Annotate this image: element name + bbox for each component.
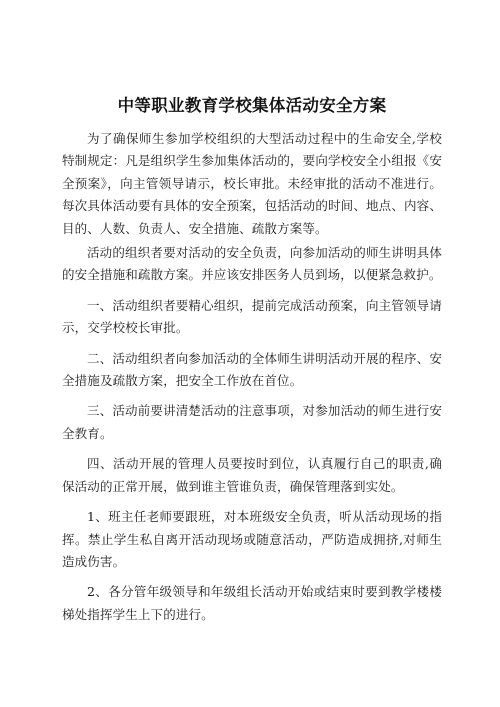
paragraph-item-1: 一、活动组织者要精心组织，提前完成活动预案，向主管领导请示，交学校校长审批。 [62,297,442,336]
paragraph-subitem-1: 1、班主任老师要跟班，对本班级安全负责，听从活动现场的指挥。禁止学生私自离开活动现场或随意活动，严防造成拥挤,对师生造成伤害。 [62,509,442,569]
paragraph-intro: 为了确保师生参加学校组织的大型活动过程中的生命安全,学校特制规定：凡是组织学生参加集体活动的，要向学校安全小组报《安全预案》，向主管领导请示，校长审批。未经审批的活动不准进行。每次具体活动要有具体的安全预案，包括活动的时间、地点、内容、目的、人数、负责人、安全措施、疏散方案等。 [62,131,442,236]
paragraph-item-4: 四、活动开展的管理人员要按时到位，认真履行自己的职责,确保活动的正常开展，做到谁主管谁负责，确保管理落到实处。 [62,456,442,494]
paragraph-organizer-responsibility: 活动的组织者要对活动的安全负责，向参加活动的师生讲明具体的安全措施和疏散方案。并应该安排医务人员到场，以便紧急救护。 [62,245,442,283]
document-title: 中等职业教育学校集体活动安全方案 [117,96,387,115]
paragraph-item-2: 二、活动组织者向参加活动的全体师生讲明活动开展的程序、安全措施及疏散方案，把安全工作放在首位。 [62,350,442,389]
paragraph-item-3: 三、活动前要讲清楚活动的注意事项，对参加活动的师生进行安全教育。 [62,403,442,441]
paragraph-subitem-2: 2、各分管年级领导和年级组长活动开始或结束时要到教学楼楼梯处指挥学生上下的进行。 [62,584,442,622]
